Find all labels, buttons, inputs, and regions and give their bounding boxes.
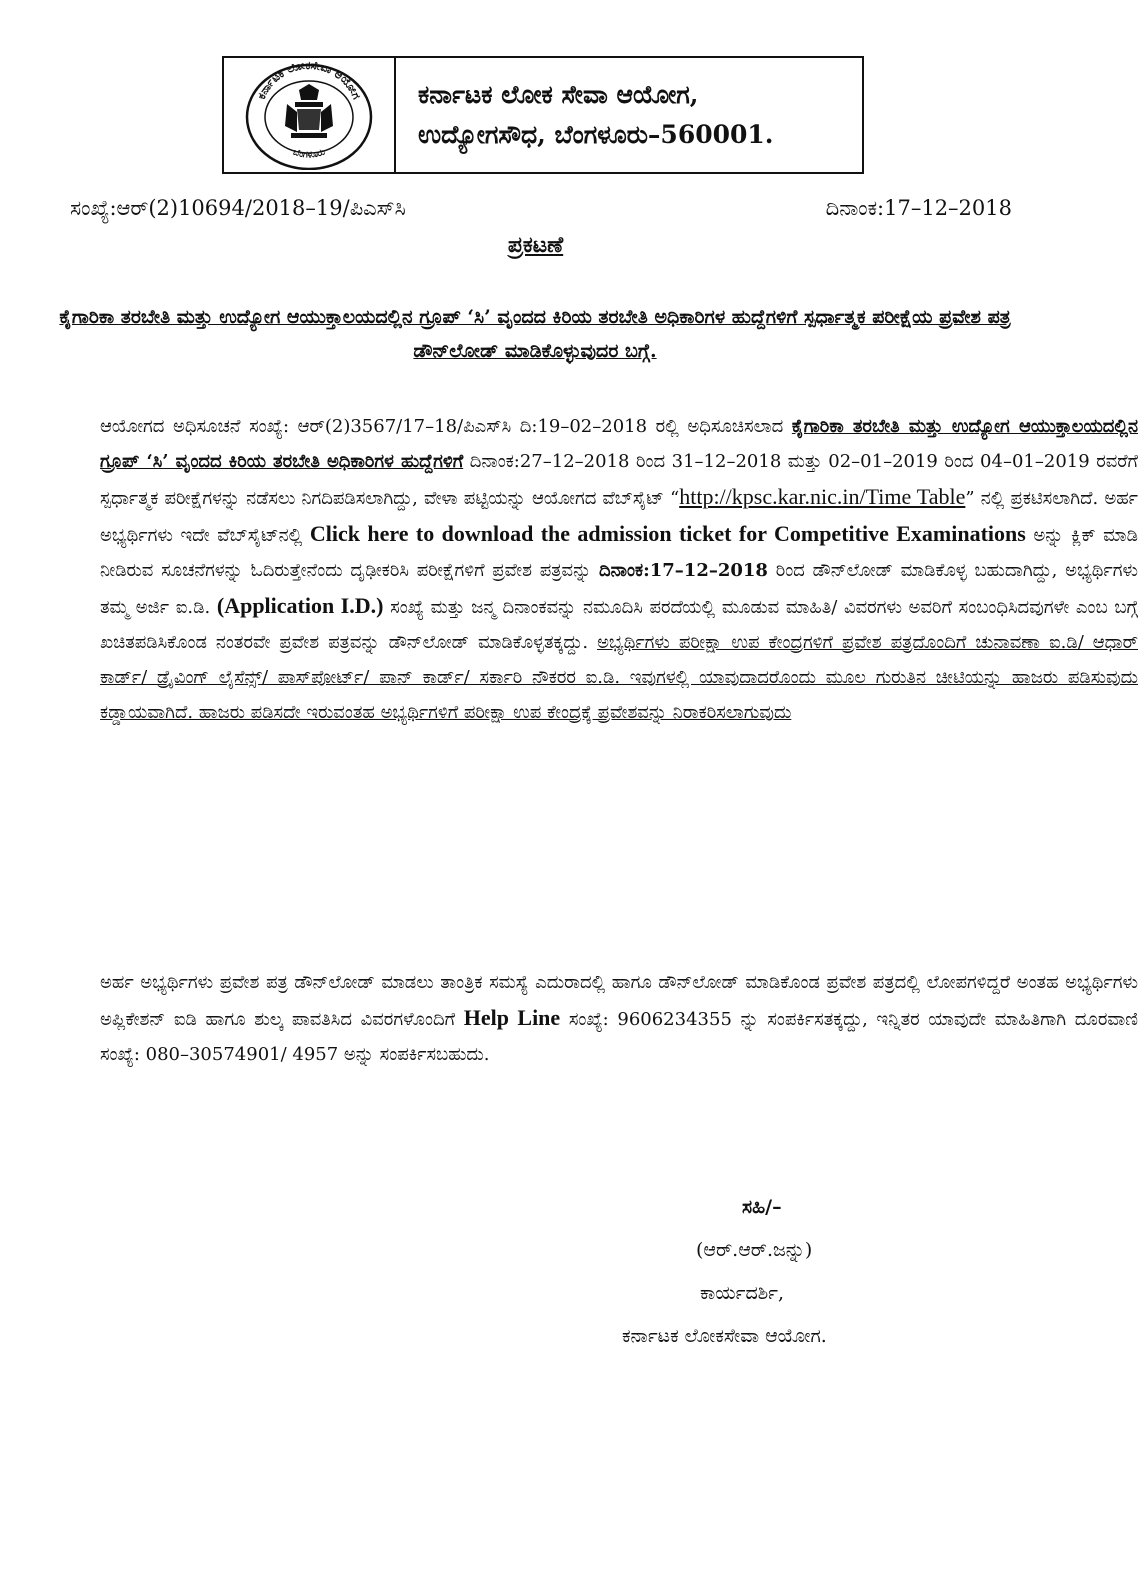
p2-s2: ಸಂಖ್ಯೆ: 9606234355 ನ್ನು ಸಂಪರ್ಕಿಸತಕ್ಕದ್ದು, ಇನ್ನಿತರ ಯಾವುದೇ ಮಾಹಿತಿಗಾಗಿ ದೂರವಾಣಿ ಸಂಖ್ಯೆ: 080–30574901/ 4957 ಅನ್ನು ಸಂಪರ್ಕಿಸಬಹುದು. <box>100 1009 1138 1065</box>
notice-date: ದಿನಾಂಕ:17–12–2018 <box>825 196 1012 220</box>
letterhead <box>222 56 864 174</box>
p1-s8: ಸಂಖ್ಯೆ ಮತ್ತು ಜನ್ಮ ದಿನಾಂಕವನ್ನು ನಮೂದಿಸಿ ಪರದೆಯಲ್ಲಿ ಮೂಡುವ ಮಾಹಿತಿ/ ವಿವರಗಳು ಅವರಿಗೆ ಸಂಬಂಧಿಸಿದವುಗಳೇ ಎಂಬ ಬಗ್ಗೆ ಖಚಿತಪಡಿಸಿಕೊಂಡ ನಂತರವೇ ಪ್ರವೇಶ ಪತ್ರವನ್ನು ಡೌನ್‌ಲೋಡ್ ಮಾಡಿಕೊಳ್ಳತಕ್ಕದ್ದು. <box>100 597 1138 653</box>
helpline-label: Help Line <box>463 1005 561 1030</box>
emblem-icon <box>285 84 333 138</box>
p1-s4: ” ನಲ್ಲಿ ಪ್ರಕಟಿಸಲಾಗಿದೆ. ಅರ್ಹ ಅಭ್ಯರ್ಥಿಗಳು ಇದೇ ವೆಬ್‌ಸೈಟ್‌ನಲ್ಲಿ <box>100 488 1138 546</box>
signed-mark: ಸಹಿ/– <box>742 1196 782 1218</box>
letterhead-address <box>396 58 862 172</box>
signature-block <box>600 1186 940 1358</box>
seal-text-bottom: ಬೆಂಗಳೂರು <box>291 147 327 161</box>
signatory-name: (ಆರ್.ಆರ್.ಜನ್ನು) <box>696 1239 813 1261</box>
p1-s5: ಅನ್ನು ಕ್ಲಿಕ್ ಮಾಡಿ ನೀಡಿರುವ ಸೂಚನೆಗಳನ್ನು ಓದಿರುತ್ತೇನೆಂದು ದೃಢೀಕರಿಸಿ ಪರೀಕ್ಷೆಗಳಿಗೆ ಪ್ರವೇಶ ಪತ್ರವನ್ನು <box>100 525 1138 581</box>
signatory-org: ಕರ್ನಾಟಕ ಲೋಕಸೇವಾ ಆಯೋಗ. <box>622 1325 827 1347</box>
application-id-text: (Application I.D.) <box>216 593 384 618</box>
paragraph-2 <box>26 965 1138 1072</box>
reference-row <box>70 196 1012 221</box>
id-proof-instructions: ಅಭ್ಯರ್ಥಿಗಳು ಪರೀಕ್ಷಾ ಉಪ ಕೇಂದ್ರಗಳಿಗೆ ಪ್ರವೇಶ ಪತ್ರದೊಂದಿಗೆ ಚುನಾವಣಾ ಐ.ಡಿ/ ಆಧಾರ್ ಕಾರ್ಡ್/ ಡ್ರೈವಿಂಗ್ ಲೈಸೆನ್ಸ್/ ಪಾಸ್‌ಪೋರ್ಟ್/ ಪಾನ್ ಕಾರ್ಡ್/ ಸರ್ಕಾರಿ ನೌಕರರ ಐ.ಡಿ. ಇವುಗಳಲ್ಲಿ ಯಾವುದಾದರೊಂದು ಮೂಲ ಗುರುತಿನ ಚೀಟಿಯನ್ನು ಹಾಜರು ಪಡಿಸುವುದು ಕಡ್ಡಾಯವಾಗಿದೆ. ಹಾಜರು ಪಡಿಸದೇ ಇರುವಂತಹ ಅಭ್ಯರ್ಥಿಗಳಿಗೆ ಪರೀಕ್ಷಾ ಉಪ ಕೇಂದ್ರಕ್ಕೆ ಪ್ರವೇಶವನ್ನು ನಿರಾಕರಿಸಲಾಗುವುದು <box>100 632 1138 723</box>
p2-s1: ಅರ್ಹ ಅಭ್ಯರ್ಥಿಗಳು ಪ್ರವೇಶ ಪತ್ರ ಡೌನ್‌ಲೋಡ್ ಮಾಡಲು ತಾಂತ್ರಿಕ ಸಮಸ್ಯೆ ಎದುರಾದಲ್ಲಿ ಹಾಗೂ ಡೌನ್‌ಲೋಡ್ ಮಾಡಿಕೊಂಡ ಪ್ರವೇಶ ಪತ್ರದಲ್ಲಿ ಲೋಪಗಳಿದ್ದರೆ ಅಂತಹ ಅಭ್ಯರ್ಥಿಗಳು ಅಪ್ಲಿಕೇಶನ್ ಐಡಿ ಹಾಗೂ ಶುಲ್ಕ ಪಾವತಿಸಿದ ವಿವರಗಳೊಂದಿಗೆ <box>100 972 1138 1030</box>
p1-s3: ದಿನಾಂಕ:27–12–2018 ರಿಂದ 31–12–2018 ಮತ್ತು 02–01–2019 ರಿಂದ 04–01–2019 ರವರೆಗೆ ಸ್ಪರ್ಧಾತ್ಮಕ ಪರೀಕ್ಷೆಗಳನ್ನು ನಡೆಸಲು ನಿಗದಿಪಡಿಸಲಾಗಿದ್ದು, ವೇಳಾ ಪಟ್ಟಿಯನ್ನು ಆಯೋಗದ ವೆಬ್‌ಸೈಟ್ “ <box>100 451 1138 509</box>
p1-s1: ಆಯೋಗದ ಅಧಿಸೂಚನೆ ಸಂಖ್ಯೆ: ಆರ್(2)3567/17–18/ಪಿಎಸ್‌ಸಿ ದಿ:19–02–2018 ರಲ್ಲಿ ಅಧಿಸೂಚಿಸಲಾದ <box>100 416 784 437</box>
p1-s7: ರಿಂದ ಡೌನ್‌ಲೋಡ್ ಮಾಡಿಕೊಳ್ಳ ಬಹುದಾಗಿದ್ದು, ಅಭ್ಯರ್ಥಿಗಳು ತಮ್ಮ ಅರ್ಜಿ ಐ.ಡಿ. <box>100 560 1138 618</box>
seal-cell <box>224 58 396 172</box>
org-address: ಉದ್ಯೋಗಸೌಧ, ಬೆಂಗಳೂರು–560001. <box>418 120 774 149</box>
org-name: ಕರ್ನಾಟಕ ಲೋಕ ಸೇವಾ ಆಯೋಗ, <box>418 80 699 109</box>
notice-subject: ಕೈಗಾರಿಕಾ ತರಬೇತಿ ಮತ್ತು ಉದ್ಯೋಗ ಆಯುಕ್ತಾಲಯದಲ್ಲಿನ ಗ್ರೂಪ್ ‘ಸಿ’ ವೃಂದದ ಕಿರಿಯ ತರಬೇತಿ ಅಧಿಕಾರಿಗಳ ಹುದ್ದೆಗಳಿಗೆ ಸ್ಪರ್ಧಾತ್ಮಕ ಪರೀಕ್ಷೆಯ ಪ್ರವೇಶ ಪತ್ರ ಡೌನ್‌ಲೋಡ್ ಮಾಡಿಕೊಳ್ಳುವುದರ ಬಗ್ಗೆ. <box>59 306 1011 362</box>
title-text: ಪ್ರಕಟಣೆ <box>507 232 564 258</box>
click-here-text: Click here to download the admission ticket for Competitive Examinations <box>309 521 1026 546</box>
notice-title <box>0 232 1071 258</box>
time-table-link[interactable]: http://kpsc.kar.nic.in/Time Table <box>679 484 966 509</box>
reference-number: ಸಂಖ್ಯೆ:ಆರ್(2)10694/2018–19/ಪಿಎಸ್‌ಸಿ <box>70 196 406 220</box>
paragraph-1 <box>26 409 1138 730</box>
p1-post-name: ಕೈಗಾರಿಕಾ ತರಬೇತಿ ಮತ್ತು ಉದ್ಯೋಗ ಆಯುಕ್ತಾಲಯದಲ್ಲಿನ ಗ್ರೂಪ್ ‘ಸಿ’ ವೃಂದದ ಕಿರಿಯ ತರಬೇತಿ ಅಧಿಕಾರಿಗಳ ಹುದ್ದೆಗಳಿಗೆ <box>100 416 1138 472</box>
p1-download-date: ದಿನಾಂಕ:17–12–2018 <box>599 560 768 581</box>
seal-text-top: ಕರ್ನಾಟಕ ಲೋಕಸೇವಾ ಆಯೋಗ <box>254 60 364 102</box>
kpsc-seal-icon <box>239 60 379 170</box>
svg-text:ಬೆಂಗಳೂರು <box>292 147 327 161</box>
signatory-designation: ಕಾರ್ಯದರ್ಶಿ, <box>700 1282 785 1304</box>
